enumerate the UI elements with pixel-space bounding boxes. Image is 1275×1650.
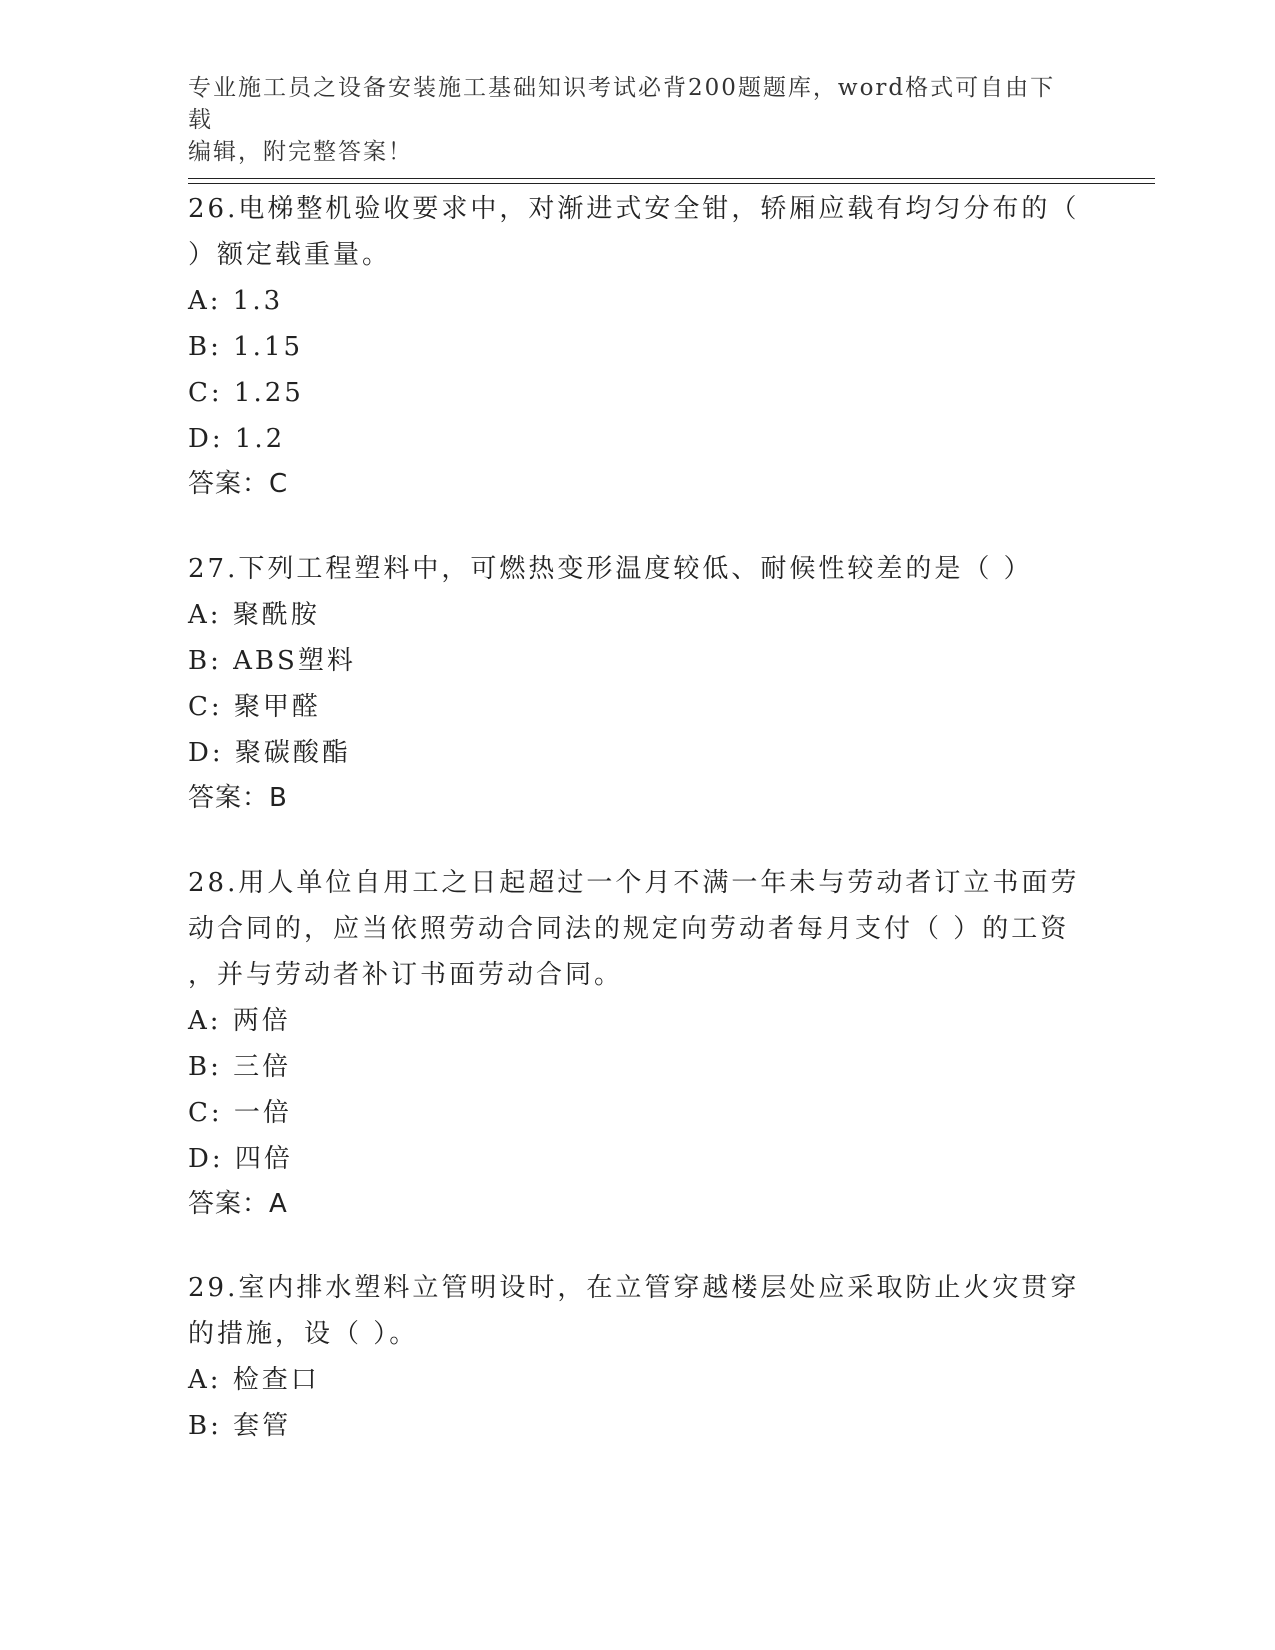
option-d: D: 1.2 bbox=[188, 424, 286, 454]
option-c: C: 一倍 bbox=[188, 1098, 292, 1128]
header-line-2: 编辑，附完整答案！ bbox=[188, 139, 413, 165]
question-stem-line: 28.用人单位自用工之日起超过一个月不满一年未与劳动者订立书面劳 bbox=[188, 868, 1080, 898]
option-a: A: 两倍 bbox=[188, 1006, 291, 1036]
option-a: A: 检查口 bbox=[188, 1365, 320, 1395]
answer: 答案：A bbox=[188, 1189, 288, 1219]
option-a: A: 1.3 bbox=[188, 286, 284, 316]
option-b: B: 1.15 bbox=[188, 332, 304, 362]
question-stem-line: ，并与劳动者补订书面劳动合同。 bbox=[188, 960, 624, 990]
answer: 答案：B bbox=[188, 783, 288, 813]
option-d: D: 四倍 bbox=[188, 1144, 293, 1174]
question-26 bbox=[188, 186, 1088, 506]
option-b: B: 套管 bbox=[188, 1411, 292, 1441]
option-c: C: 1.25 bbox=[188, 378, 304, 408]
question-29 bbox=[188, 1265, 1088, 1449]
option-c: C: 聚甲醛 bbox=[188, 692, 321, 722]
question-stem-line: 的措施，设（ ）。 bbox=[188, 1319, 419, 1349]
question-stem-line: 29.室内排水塑料立管明设时，在立管穿越楼层处应采取防止火灾贯穿 bbox=[188, 1273, 1080, 1303]
question-stem-line: ）额定载重量。 bbox=[188, 240, 392, 270]
answer: 答案：C bbox=[188, 469, 289, 499]
question-stem-line: 26.电梯整机验收要求中，对渐进式安全钳，轿厢应载有均匀分布的（ bbox=[188, 194, 1080, 224]
question-stem-line: 动合同的，应当依照劳动合同法的规定向劳动者每月支付（ ）的工资 bbox=[188, 914, 1070, 944]
question-27 bbox=[188, 546, 1088, 820]
option-b: B: 三倍 bbox=[188, 1052, 292, 1082]
question-28 bbox=[188, 860, 1088, 1226]
option-b: B: ABS塑料 bbox=[188, 646, 356, 676]
option-d: D: 聚碳酸酯 bbox=[188, 738, 351, 768]
header-divider-bottom bbox=[188, 183, 1155, 184]
document-header bbox=[188, 72, 1068, 168]
header-divider-top bbox=[188, 178, 1155, 179]
option-a: A: 聚酰胺 bbox=[188, 600, 320, 630]
header-line-1: 专业施工员之设备安装施工基础知识考试必背200题题库，word格式可自由下载 bbox=[188, 75, 1056, 133]
question-stem-line: 27.下列工程塑料中，可燃热变形温度较低、耐候性较差的是（ ） bbox=[188, 554, 1033, 584]
